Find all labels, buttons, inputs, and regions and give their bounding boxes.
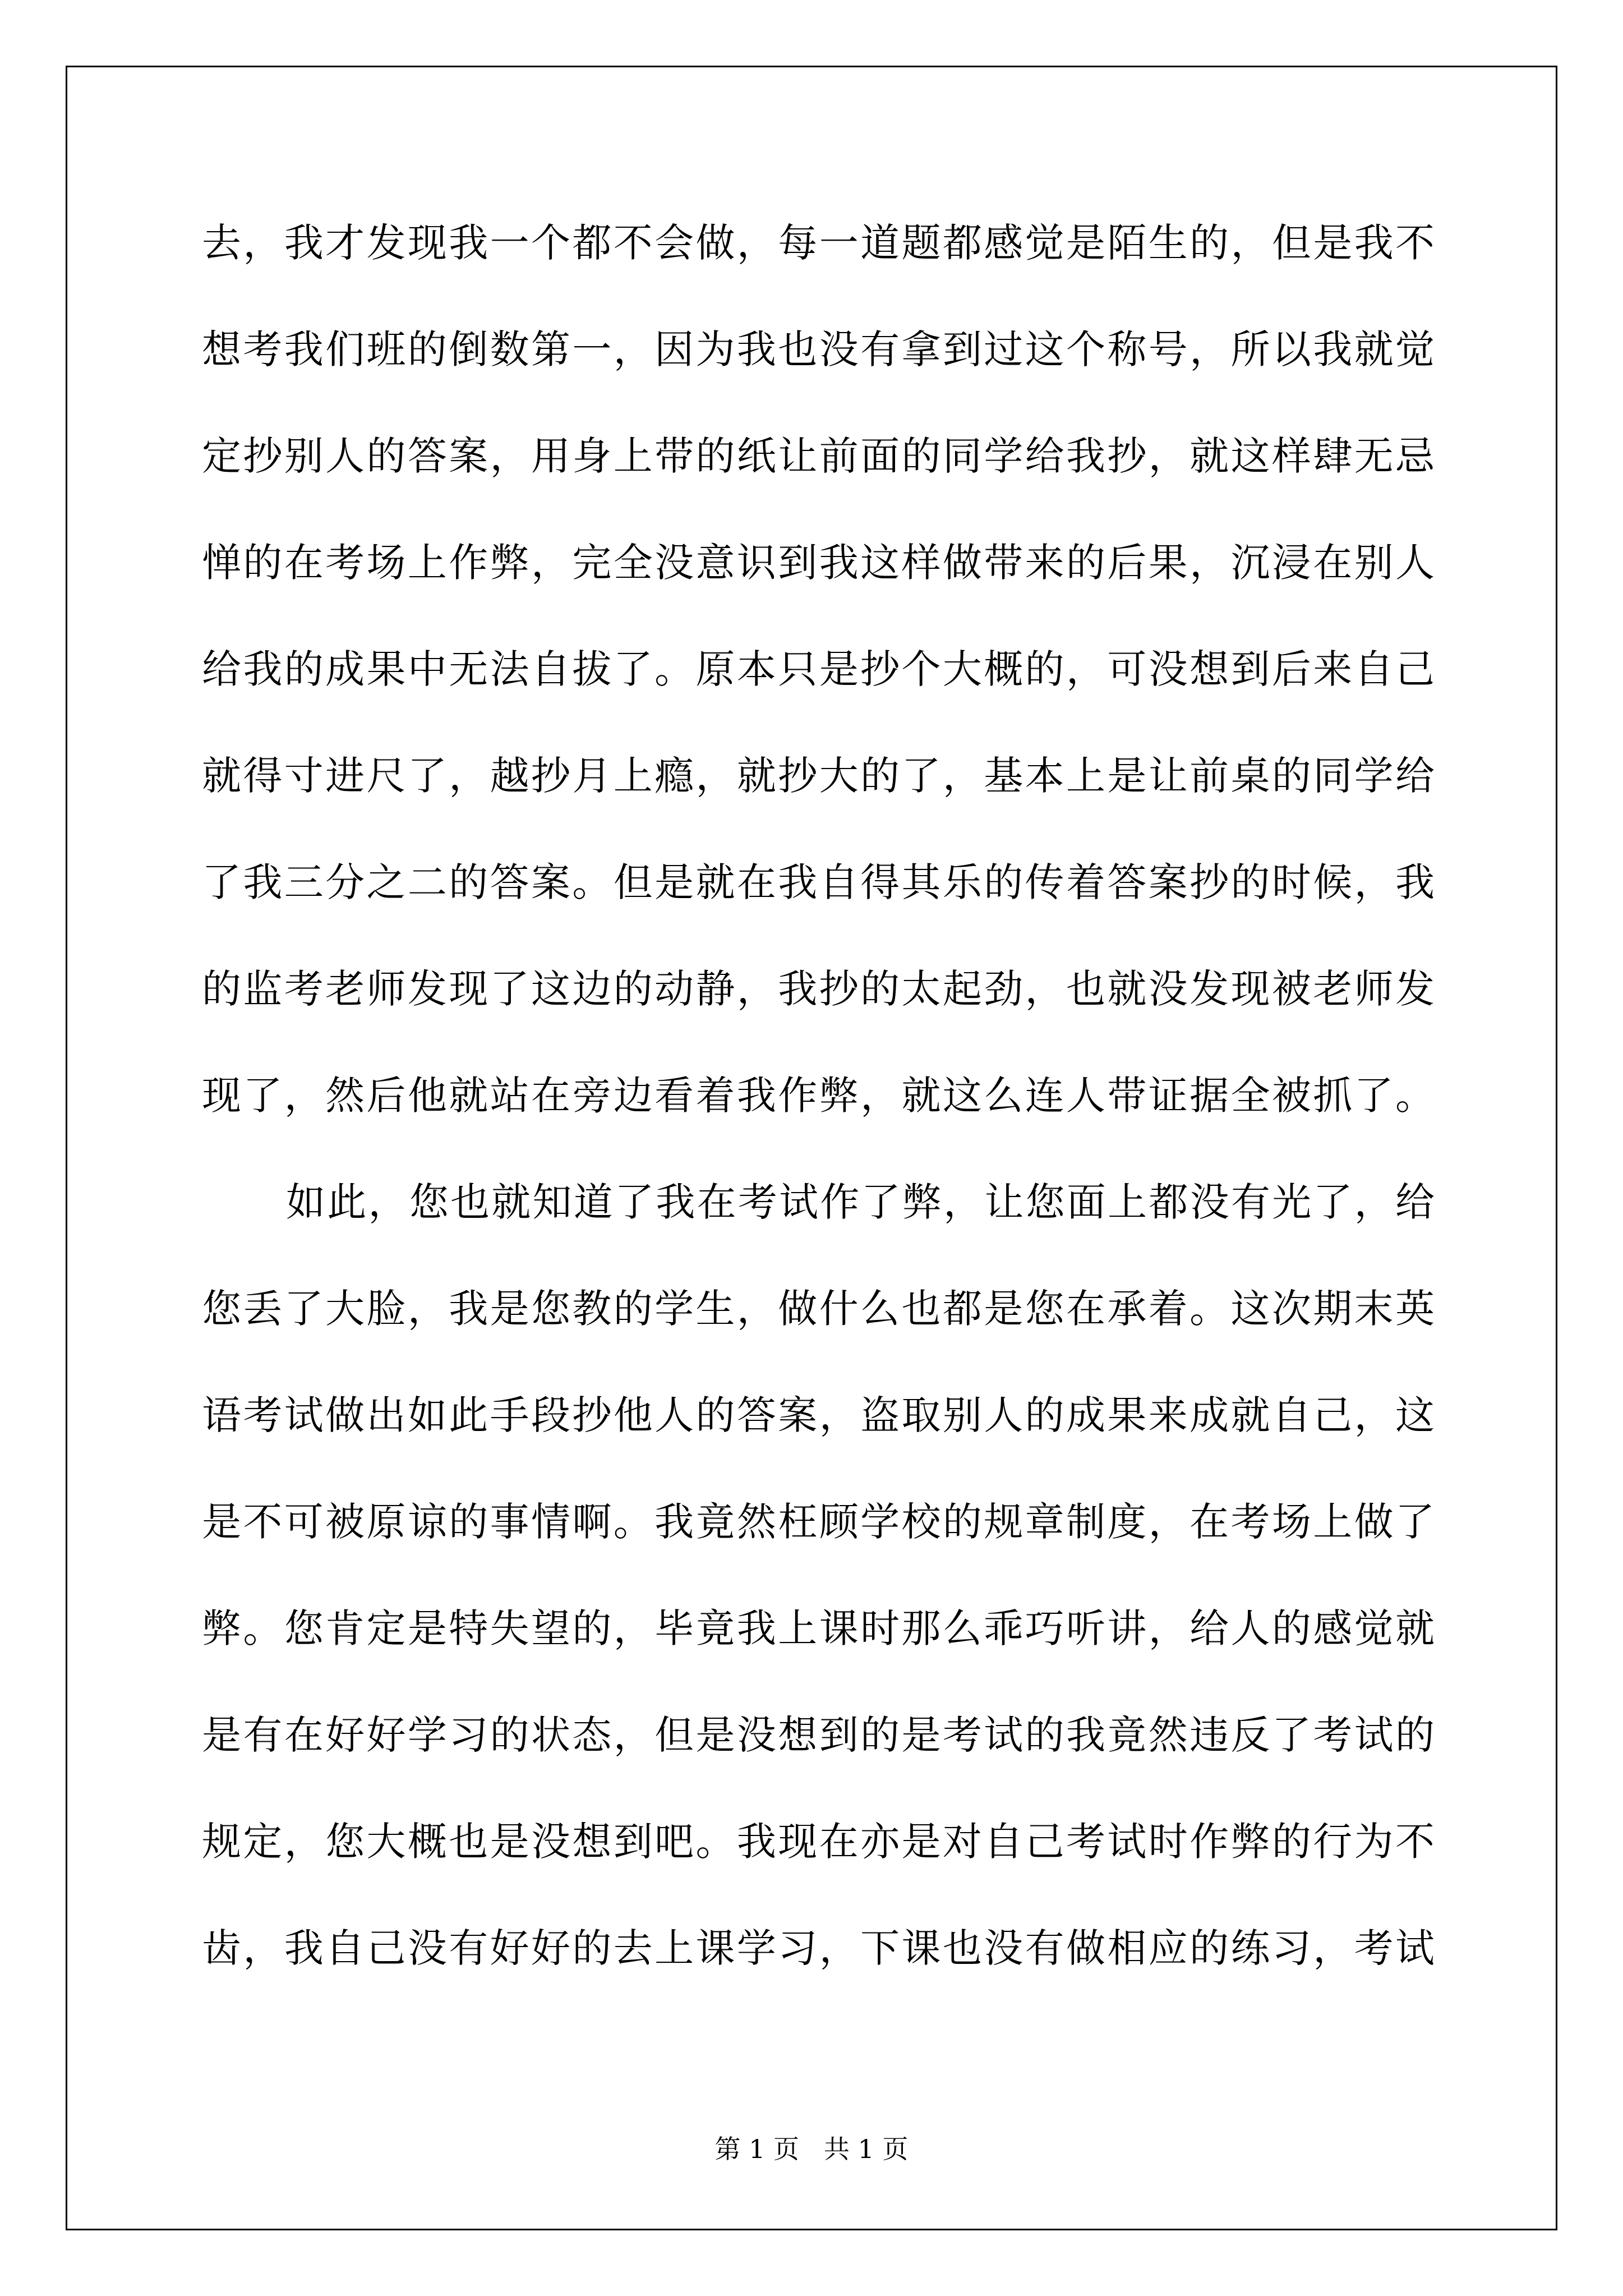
document-body bbox=[202, 215, 1436, 2027]
text-line: 了我三分之二的答案。但是就在我自得其乐的传着答案抄的时候，我 bbox=[202, 859, 1436, 905]
text-line: 您丢了大脸，我是您教的学生，做什么也都是您在承着。这次期末英 bbox=[202, 1286, 1436, 1332]
page-number-footer: 第 1 页 共 1 页 bbox=[714, 2134, 909, 2164]
text-line: 定抄别人的答案，用身上带的纸让前面的同学给我抄，就这样肆无忌 bbox=[202, 433, 1436, 479]
text-line: 的监考老师发现了这边的动静，我抄的太起劲，也就没发现被老师发 bbox=[202, 966, 1436, 1012]
paragraph-first-line: 如此，您也就知道了我在考试作了弊，让您面上都没有光了，给 bbox=[286, 1179, 1436, 1225]
text-line: 规定，您大概也是没想到吧。我现在亦是对自己考试时作弊的行为不 bbox=[202, 1819, 1436, 1865]
text-line: 就得寸进尺了，越抄月上瘾，就抄大的了，基本上是让前桌的同学给 bbox=[202, 753, 1436, 799]
text-line: 弊。您肯定是特失望的，毕竟我上课时那么乖巧听讲，给人的感觉就 bbox=[202, 1605, 1436, 1651]
text-line: 想考我们班的倒数第一，因为我也没有拿到过这个称号，所以我就觉 bbox=[202, 326, 1436, 372]
text-line: 给我的成果中无法自拔了。原本只是抄个大概的，可没想到后来自己 bbox=[202, 646, 1436, 692]
text-line: 齿，我自己没有好好的去上课学习，下课也没有做相应的练习，考试 bbox=[202, 1925, 1436, 1971]
text-line: 是不可被原谅的事情啊。我竟然枉顾学校的规章制度，在考场上做了 bbox=[202, 1499, 1436, 1545]
text-line: 惮的在考场上作弊，完全没意识到我这样做带来的后果，沉浸在别人 bbox=[202, 540, 1436, 586]
text-line: 是有在好好学习的状态，但是没想到的是考试的我竟然违反了考试的 bbox=[202, 1712, 1436, 1758]
text-line: 语考试做出如此手段抄他人的答案，盗取别人的成果来成就自己，这 bbox=[202, 1392, 1436, 1438]
text-line: 去，我才发现我一个都不会做，每一道题都感觉是陌生的，但是我不 bbox=[202, 220, 1436, 266]
text-line: 现了，然后他就站在旁边看着我作弊，就这么连人带证据全被抓了。 bbox=[202, 1073, 1436, 1119]
